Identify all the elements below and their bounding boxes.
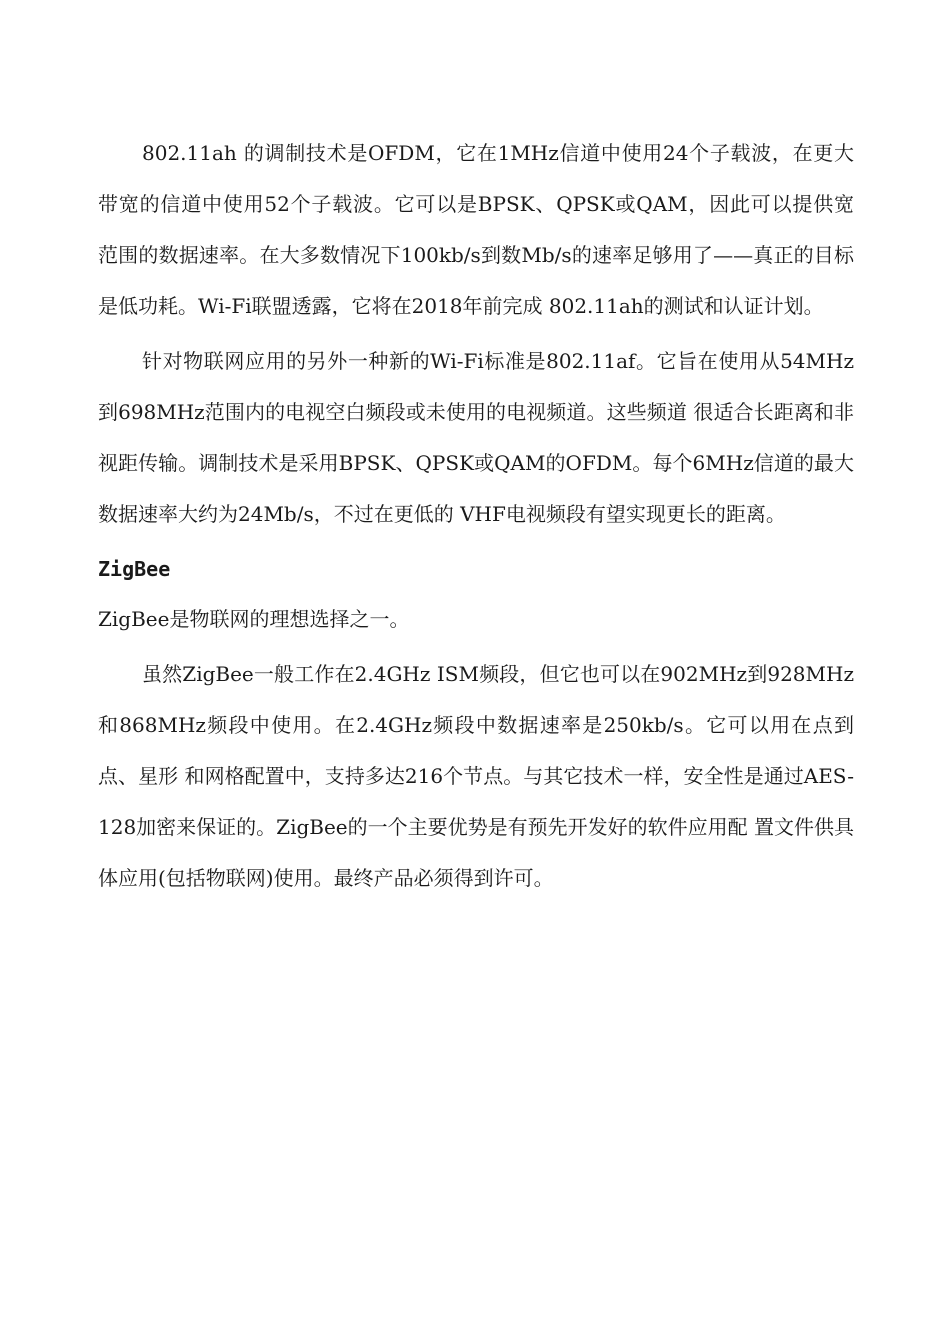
document-page [98, 128, 854, 904]
paragraph-802-11ah: 802.11ah 的调制技术是OFDM，它在1MHz信道中使用24个子载波，在更大带宽的信道中使用52个子载波。它可以是BPSK、QPSK或QAM，因此可以提供宽 范围的数据速率。在大多数情况下100kb/s到数Mb/s的速率足够用了——真正的目标是低功耗。Wi-Fi联盟透露，它将在2018年前完成 802.11ah的测试和认证计划。 [98, 141, 854, 318]
paragraph-zigbee-details: 虽然ZigBee一般工作在2.4GHz ISM频段，但它也可以在902MHz到928MHz和868MHz频段中使用。在2.4GHz频段中数据速率是250kb/s。它可以用在点到点、星形 和网格配置中，支持多达216个节点。与其它技术一样，安全性是通过AES-128加密来保证的。ZigBee的一个主要优势是有预先开发好的软件应用配 置文件供具体应用(包括物联网)使用。最终产品必须得到许可。 [98, 662, 854, 890]
paragraph-802-11af: 针对物联网应用的另外一种新的Wi-Fi标准是802.11af。它旨在使用从54MHz到698MHz范围内的电视空白频段或未使用的电视频道。这些频道 很适合长距离和非视距传输。调制技术是采用BPSK、QPSK或QAM的OFDM。每个6MHz信道的最大数据速率大约为24Mb/s，不过在更低的 VHF电视频段有望实现更长的距离。 [98, 349, 854, 526]
section-heading-zigbee: ZigBee [98, 557, 171, 581]
paragraph-zigbee-intro: ZigBee是物联网的理想选择之一。 [98, 607, 410, 631]
